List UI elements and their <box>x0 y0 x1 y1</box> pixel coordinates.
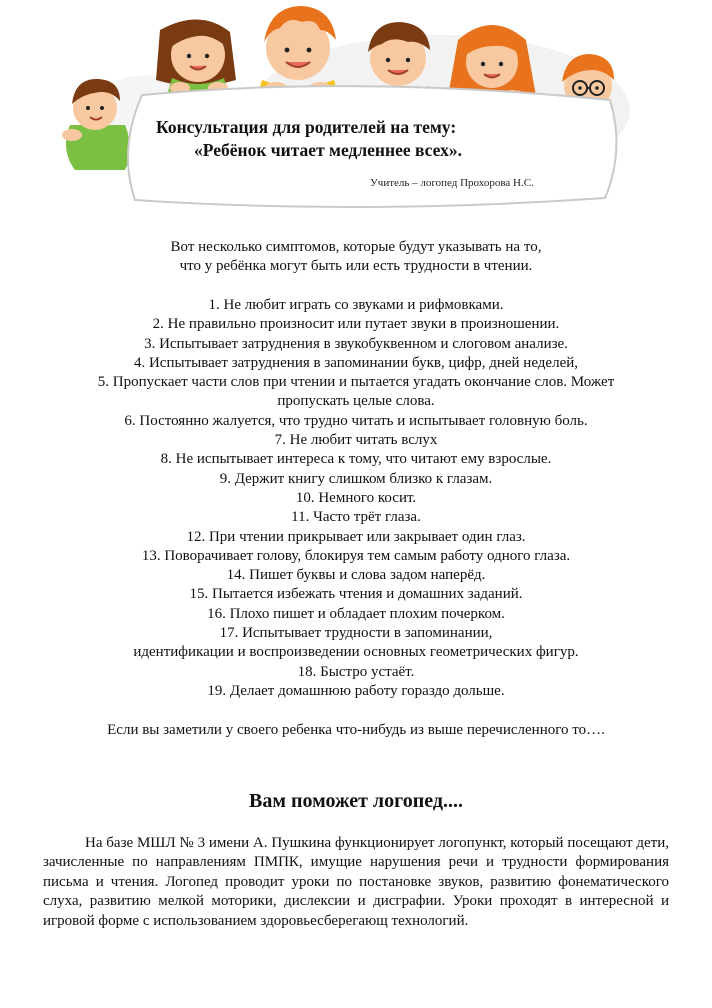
intro-line-2: что у ребёнка могут быть или есть трудности в чтении. <box>179 258 533 275</box>
list-item: 6. Постоянно жалуется, что трудно читать и испытывает головную боль. <box>124 412 588 429</box>
banner-title <box>150 116 570 162</box>
list-item: 17. Испытывает трудности в запоминании, <box>219 625 493 642</box>
list-item: 18. Быстро устаёт. <box>297 663 415 680</box>
list-item: 9. Держит книгу слишком близко к глазам. <box>219 470 493 487</box>
banner-title-line-1: Консультация для родителей на тему: <box>156 117 457 137</box>
list-item: 14. Пишет буквы и слова задом наперёд. <box>226 567 486 584</box>
intro-text <box>0 238 712 277</box>
list-item: 5. Пропускает части слов при чтении и пытается угадать окончание слов. Может пропускать целые слова. <box>97 374 615 410</box>
list-item: 13. Поворачивает голову, блокируя тем самым работу одного глаза. <box>141 547 571 564</box>
list-item: 16. Плохо пишет и обладает плохим почерком. <box>207 605 505 622</box>
list-item: 8. Не испытывает интереса к тому, что читают ему взрослые. <box>160 451 552 468</box>
list-item: 4. Испытывает затруднения в запоминании букв, цифр, дней неделей, <box>133 354 579 371</box>
list-item: 7. Не любит читать вслух <box>274 432 438 449</box>
body-paragraph: На базе МШЛ № 3 имени А. Пушкина функционирует логопункт, который посещают дети, зачисленные по направлениям ПМПК, имущие нарушения речи и трудности формирования письма и чтения. Логопед проводит уроки по постановке звуков, развитию фонематического слуха, развитию мелкой моторики, дислексии и дисграфии. Уроки проходят в интересной и игровой форме с использованием здоровьесберегающ технологий. <box>43 835 669 929</box>
header-illustration <box>0 0 712 215</box>
intro-line-1: Вот несколько симптомов, которые будут указывать на то, <box>170 239 542 255</box>
list-item: 11. Часто трёт глаза. <box>291 509 421 526</box>
list-item: 1. Не любит играть со звуками и рифмовками. <box>208 297 504 313</box>
list-item: 2. Не правильно произносит или путает звуки в произношении. <box>152 316 560 333</box>
banner-author: Учитель – логопед Прохорова Н.С. <box>370 177 534 189</box>
list-item: 19. Делает домашнюю работу гораздо дольше. <box>207 682 505 699</box>
list-item: 10. Немного косит. <box>295 489 417 506</box>
list-item: 12. При чтении прикрывает или закрывает один глаз. <box>186 528 526 545</box>
list-item: 3. Испытывает затруднения в звукобуквенном и слоговом анализе. <box>144 335 568 352</box>
outro-text: Если вы заметили у своего ребенка что-нибудь из выше перечисленного то…. <box>107 722 605 738</box>
list-item: 15. Пытается избежать чтения и домашних заданий. <box>189 586 523 603</box>
section-heading: Вам поможет логопед.... <box>249 790 463 812</box>
banner-title-line-2: «Ребёнок читает медленнее всех». <box>194 140 462 160</box>
symptom-list <box>0 296 712 701</box>
list-item: идентификации и воспроизведении основных геометрических фигур. <box>133 644 579 661</box>
